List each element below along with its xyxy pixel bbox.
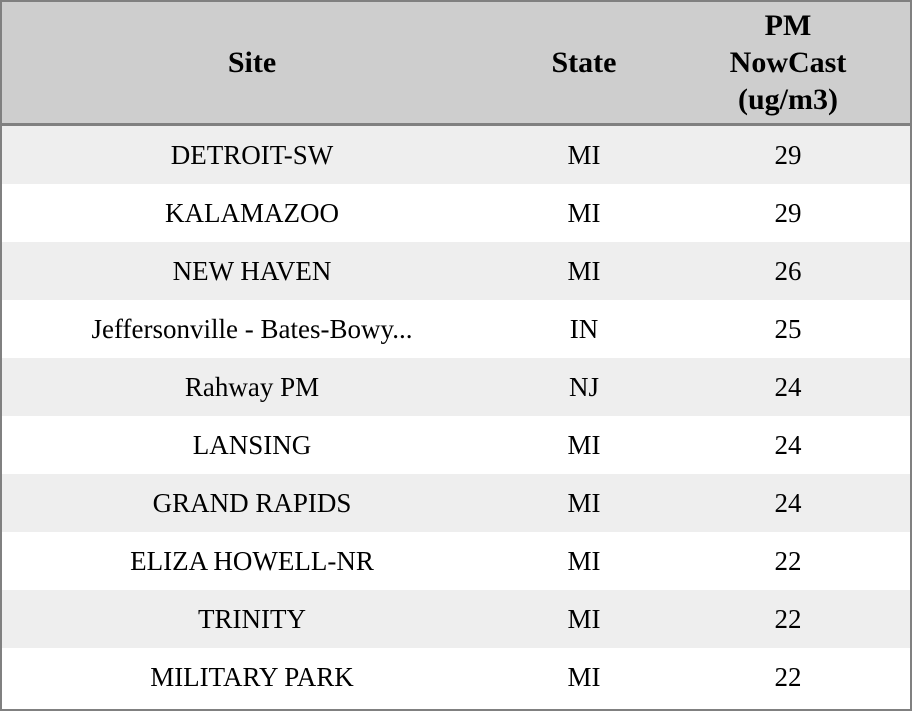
pm-value-cell: 24: [774, 487, 802, 518]
table-body: [2, 126, 910, 706]
pm-value-cell: 29: [774, 139, 802, 170]
site-cell: GRAND RAPIDS: [152, 487, 352, 518]
state-cell: MI: [567, 661, 601, 692]
pm-value-cell: 24: [774, 429, 802, 460]
column-header-pm-nowcast: [666, 7, 910, 118]
table-row: [2, 648, 910, 706]
column-header-site: Site: [227, 45, 277, 79]
table-row: [2, 242, 910, 300]
site-cell: MILITARY PARK: [150, 661, 354, 692]
state-cell: NJ: [568, 371, 599, 402]
pm-value-cell: 22: [774, 661, 802, 692]
table-row: [2, 358, 910, 416]
table-row: [2, 126, 910, 184]
pm-value-cell: 25: [774, 313, 802, 344]
table-row: [2, 474, 910, 532]
site-cell: KALAMAZOO: [165, 197, 339, 228]
table-header-row: [2, 2, 910, 126]
column-header-state: State: [551, 45, 617, 79]
table-row: [2, 590, 910, 648]
table-row: [2, 184, 910, 242]
state-cell: IN: [569, 313, 599, 344]
pm-value-cell: 22: [774, 545, 802, 576]
site-cell: DETROIT-SW: [170, 139, 334, 170]
state-cell: MI: [567, 487, 601, 518]
state-cell: MI: [567, 197, 601, 228]
table-row: [2, 416, 910, 474]
pm-value-cell: 22: [774, 603, 802, 634]
site-cell: NEW HAVEN: [172, 255, 332, 286]
site-cell: ELIZA HOWELL-NR: [130, 545, 374, 576]
site-cell: Jeffersonville - Bates-Bowy...: [91, 313, 413, 344]
site-cell: TRINITY: [198, 603, 306, 634]
table-row: [2, 300, 910, 358]
pm-header-line-3: (ug/m3): [738, 83, 838, 116]
pm-header-line-2: NowCast: [729, 46, 847, 79]
pm-header-line-1: PM: [764, 9, 812, 42]
state-cell: MI: [567, 603, 601, 634]
site-cell: LANSING: [192, 429, 312, 460]
pm-value-cell: 29: [774, 197, 802, 228]
site-cell: Rahway PM: [184, 371, 320, 402]
pm-value-cell: 26: [774, 255, 802, 286]
pm-value-cell: 24: [774, 371, 802, 402]
state-cell: MI: [567, 545, 601, 576]
table-row: [2, 532, 910, 590]
state-cell: MI: [567, 429, 601, 460]
state-cell: MI: [567, 255, 601, 286]
state-cell: MI: [567, 139, 601, 170]
